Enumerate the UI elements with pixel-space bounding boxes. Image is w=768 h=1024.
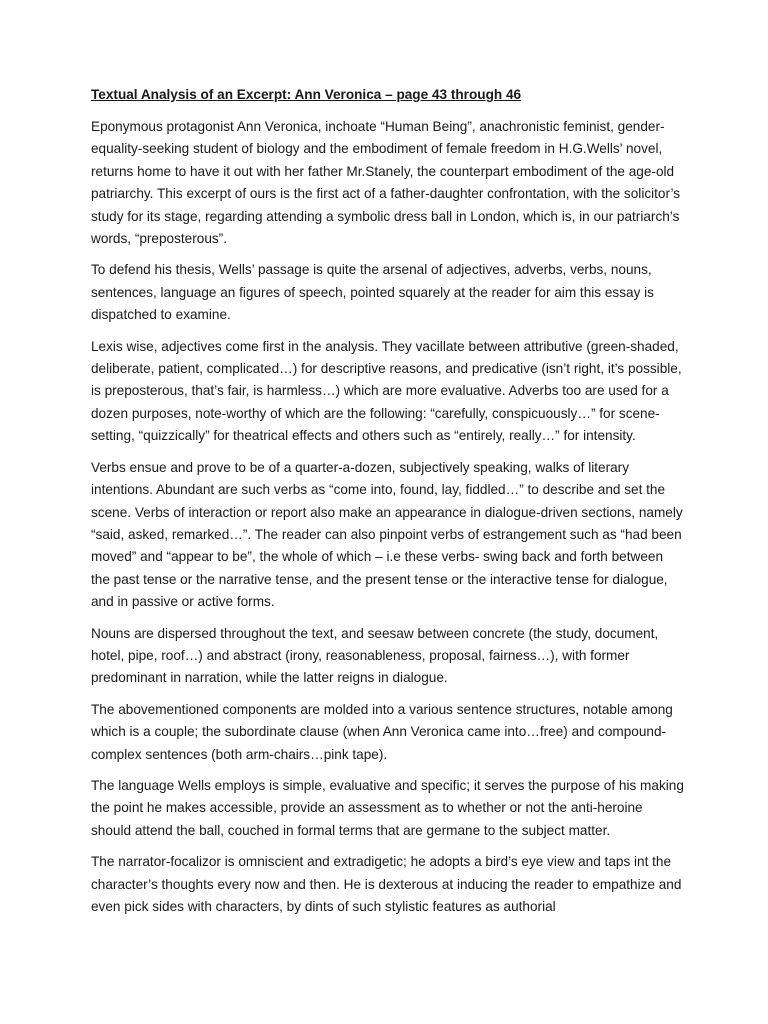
paragraph-verbs: Verbs ensue and prove to be of a quarter-a-dozen, subjectively speaking, walks of literary intentions. Abundant are such verbs as “come into, found, lay, fiddled…” to describe and set the scene. Verbs of interaction or report also make an appearance in dialogue-driven sections, namely “said, asked, remarked…”. The reader can also pinpoint verbs of estrangement such as “had been moved” and “appear to be”, the whole of which – i.e these verbs- swing back and forth between the past tense or the narrative tense, and the present tense or the interactive tense for dialogue, and in passive or active forms. bbox=[91, 459, 683, 610]
paragraph-adjectives: Lexis wise, adjectives come first in the analysis. They vacillate between attributive (green-shaded, deliberate, patient, complicated…) for descriptive reasons, and predicative (isn’t right, it’s possible, is preposterous, that’s fair, is harmless…) which are more evaluative. Adverbs too are used for a dozen purposes, note-worthy of which are the following: “carefully, conspicuously…” for scene-setting, “quizzically” for theatrical effects and others such as “entirely, really…” for intensity. bbox=[91, 338, 682, 444]
paragraph-sentence-structures: The abovementioned components are molded into a various sentence structures, notable among which is a couple; the subordinate clause (when Ann Veronica came into…free) and compound-complex sentences (both arm-chairs…pink tape). bbox=[91, 701, 673, 762]
paragraph-narrator: The narrator-focalizor is omniscient and extradigetic; he adopts a bird’s eye view and taps int the character’s thoughts every now and then. He is dexterous at inducing the reader to empathize and even pick sides with characters, by dints of such stylistic features as authorial bbox=[91, 854, 682, 914]
paragraph-thesis: To defend his thesis, Wells’ passage is quite the arsenal of adjectives, adverbs, verbs, nouns, sentences, language an figures of speech, pointed squarely at the reader for aim this essay is dispatched to examine. bbox=[91, 262, 654, 323]
paragraph-nouns: Nouns are dispersed throughout the text, and seesaw between concrete (the study, document, hotel, pipe, roof…) and abstract (irony, reasonableness, proposal, fairness…), with former predominant in narration, while the latter reigns in dialogue. bbox=[91, 625, 659, 686]
paragraph-language: The language Wells employs is simple, evaluative and specific; it serves the purpose of his making the point he makes accessible, provide an assessment as to whether or not the anti-heroine should attend the ball, couched in formal terms that are germane to the subject matter. bbox=[91, 777, 684, 838]
document-body bbox=[91, 84, 685, 927]
paragraph-introduction: Eponymous protagonist Ann Veronica, inchoate “Human Being”, anachronistic feminist, gender-equality-seeking student of biology and the embodiment of female freedom in H.G.Wells’ novel, returns home to have it out with her father Mr.Stanely, the counterpart embodiment of the age-old patriarchy. This excerpt of ours is the first act of a father-daughter confrontation, with the solicitor’s study for its stage, regarding attending a symbolic dress ball in London, which is, in our patriarch’s words, “preposterous”. bbox=[91, 119, 681, 247]
document-title: Textual Analysis of an Excerpt: Ann Veronica – page 43 through 46 bbox=[91, 87, 522, 102]
